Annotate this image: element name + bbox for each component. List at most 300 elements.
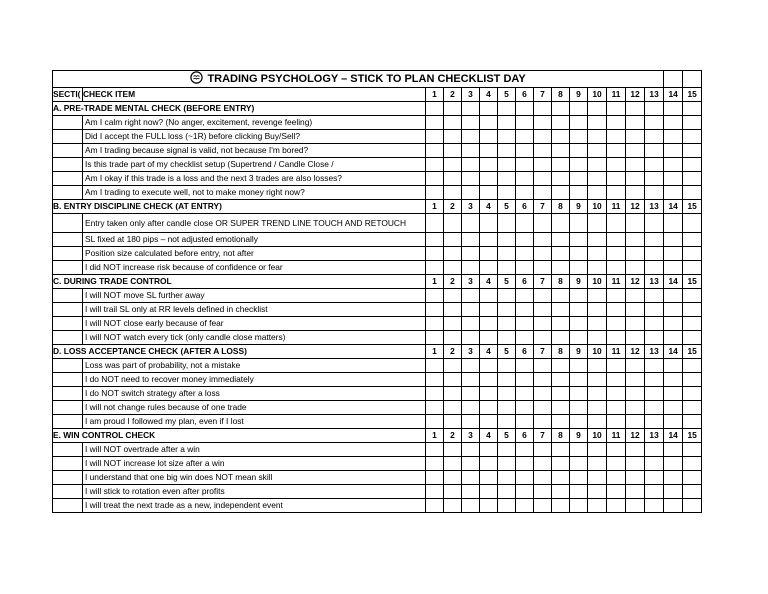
day-4-checkbox-cell[interactable] [480,130,498,144]
day-6-checkbox-cell[interactable] [516,233,534,247]
day-7-checkbox-cell[interactable] [534,289,552,303]
day-6-checkbox-cell[interactable] [516,485,534,499]
day-6-checkbox-cell[interactable] [516,130,534,144]
day-10-checkbox-cell[interactable] [588,373,607,387]
day-9-checkbox-cell[interactable] [570,373,588,387]
day-12-checkbox-cell[interactable] [626,289,645,303]
day-12-checkbox-cell[interactable] [626,186,645,200]
day-15-checkbox-cell[interactable] [683,289,702,303]
day-1-checkbox-cell[interactable] [426,158,444,172]
day-5-checkbox-cell[interactable] [498,214,516,233]
day-15-checkbox-cell[interactable] [683,387,702,401]
day-8-checkbox-cell[interactable] [552,499,570,513]
day-7-checkbox-cell[interactable] [534,158,552,172]
day-11-checkbox-cell[interactable] [607,457,626,471]
day-1-checkbox-cell[interactable] [426,373,444,387]
day-15-checkbox-cell[interactable] [683,214,702,233]
day-2-checkbox-cell[interactable] [444,214,462,233]
day-13-checkbox-cell[interactable] [645,303,664,317]
day-1-checkbox-cell[interactable] [426,331,444,345]
day-8-checkbox-cell[interactable] [552,116,570,130]
day-1-checkbox-cell[interactable] [426,116,444,130]
day-14-checkbox-cell[interactable] [664,331,683,345]
day-5-checkbox-cell[interactable] [498,303,516,317]
day-8-checkbox-cell[interactable] [552,373,570,387]
day-9-checkbox-cell[interactable] [570,443,588,457]
day-8-checkbox-cell[interactable] [552,331,570,345]
day-1-checkbox-cell[interactable] [426,214,444,233]
day-15-checkbox-cell[interactable] [683,373,702,387]
day-3-checkbox-cell[interactable] [462,130,480,144]
day-2-checkbox-cell[interactable] [444,247,462,261]
day-11-checkbox-cell[interactable] [607,317,626,331]
day-4-checkbox-cell[interactable] [480,401,498,415]
day-11-checkbox-cell[interactable] [607,373,626,387]
day-6-checkbox-cell[interactable] [516,331,534,345]
day-13-checkbox-cell[interactable] [645,485,664,499]
day-1-checkbox-cell[interactable] [426,289,444,303]
day-9-checkbox-cell[interactable] [570,499,588,513]
day-4-checkbox-cell[interactable] [480,373,498,387]
day-3-checkbox-cell[interactable] [462,116,480,130]
day-9-checkbox-cell[interactable] [570,401,588,415]
day-2-checkbox-cell[interactable] [444,499,462,513]
day-9-checkbox-cell[interactable] [570,303,588,317]
day-6-checkbox-cell[interactable] [516,387,534,401]
day-10-checkbox-cell[interactable] [588,116,607,130]
day-13-checkbox-cell[interactable] [645,401,664,415]
day-5-checkbox-cell[interactable] [498,401,516,415]
day-3-checkbox-cell[interactable] [462,401,480,415]
day-13-checkbox-cell[interactable] [645,289,664,303]
day-11-checkbox-cell[interactable] [607,415,626,429]
day-15-checkbox-cell[interactable] [683,415,702,429]
day-4-checkbox-cell[interactable] [480,499,498,513]
day-8-checkbox-cell[interactable] [552,303,570,317]
day-3-checkbox-cell[interactable] [462,499,480,513]
day-12-checkbox-cell[interactable] [626,214,645,233]
day-6-checkbox-cell[interactable] [516,289,534,303]
day-4-checkbox-cell[interactable] [480,214,498,233]
day-13-checkbox-cell[interactable] [645,373,664,387]
day-8-checkbox-cell[interactable] [552,214,570,233]
day-11-checkbox-cell[interactable] [607,214,626,233]
day-9-checkbox-cell[interactable] [570,186,588,200]
day-8-checkbox-cell[interactable] [552,457,570,471]
day-2-checkbox-cell[interactable] [444,116,462,130]
day-3-checkbox-cell[interactable] [462,471,480,485]
day-13-checkbox-cell[interactable] [645,144,664,158]
day-9-checkbox-cell[interactable] [570,457,588,471]
day-13-checkbox-cell[interactable] [645,317,664,331]
day-1-checkbox-cell[interactable] [426,186,444,200]
day-10-checkbox-cell[interactable] [588,499,607,513]
day-11-checkbox-cell[interactable] [607,499,626,513]
day-4-checkbox-cell[interactable] [480,289,498,303]
day-8-checkbox-cell[interactable] [552,247,570,261]
day-1-checkbox-cell[interactable] [426,261,444,275]
day-15-checkbox-cell[interactable] [683,233,702,247]
day-1-checkbox-cell[interactable] [426,144,444,158]
day-9-checkbox-cell[interactable] [570,387,588,401]
day-10-checkbox-cell[interactable] [588,485,607,499]
day-12-checkbox-cell[interactable] [626,130,645,144]
day-1-checkbox-cell[interactable] [426,233,444,247]
day-13-checkbox-cell[interactable] [645,499,664,513]
day-14-checkbox-cell[interactable] [664,485,683,499]
day-2-checkbox-cell[interactable] [444,415,462,429]
day-1-checkbox-cell[interactable] [426,387,444,401]
day-2-checkbox-cell[interactable] [444,443,462,457]
day-6-checkbox-cell[interactable] [516,415,534,429]
day-11-checkbox-cell[interactable] [607,485,626,499]
day-8-checkbox-cell[interactable] [552,144,570,158]
day-3-checkbox-cell[interactable] [462,289,480,303]
day-9-checkbox-cell[interactable] [570,214,588,233]
day-5-checkbox-cell[interactable] [498,415,516,429]
day-7-checkbox-cell[interactable] [534,443,552,457]
day-2-checkbox-cell[interactable] [444,471,462,485]
day-14-checkbox-cell[interactable] [664,387,683,401]
day-9-checkbox-cell[interactable] [570,331,588,345]
day-7-checkbox-cell[interactable] [534,214,552,233]
day-11-checkbox-cell[interactable] [607,443,626,457]
day-10-checkbox-cell[interactable] [588,471,607,485]
day-11-checkbox-cell[interactable] [607,289,626,303]
day-7-checkbox-cell[interactable] [534,485,552,499]
day-1-checkbox-cell[interactable] [426,443,444,457]
day-4-checkbox-cell[interactable] [480,116,498,130]
day-6-checkbox-cell[interactable] [516,457,534,471]
day-13-checkbox-cell[interactable] [645,186,664,200]
day-13-checkbox-cell[interactable] [645,415,664,429]
day-13-checkbox-cell[interactable] [645,443,664,457]
day-4-checkbox-cell[interactable] [480,233,498,247]
day-4-checkbox-cell[interactable] [480,485,498,499]
day-6-checkbox-cell[interactable] [516,116,534,130]
day-4-checkbox-cell[interactable] [480,331,498,345]
day-10-checkbox-cell[interactable] [588,158,607,172]
day-14-checkbox-cell[interactable] [664,186,683,200]
day-5-checkbox-cell[interactable] [498,247,516,261]
day-6-checkbox-cell[interactable] [516,186,534,200]
day-5-checkbox-cell[interactable] [498,289,516,303]
day-14-checkbox-cell[interactable] [664,443,683,457]
day-6-checkbox-cell[interactable] [516,172,534,186]
day-12-checkbox-cell[interactable] [626,401,645,415]
day-5-checkbox-cell[interactable] [498,172,516,186]
day-14-checkbox-cell[interactable] [664,289,683,303]
day-3-checkbox-cell[interactable] [462,233,480,247]
day-2-checkbox-cell[interactable] [444,144,462,158]
day-3-checkbox-cell[interactable] [462,415,480,429]
day-2-checkbox-cell[interactable] [444,373,462,387]
day-13-checkbox-cell[interactable] [645,261,664,275]
day-4-checkbox-cell[interactable] [480,172,498,186]
day-5-checkbox-cell[interactable] [498,261,516,275]
day-14-checkbox-cell[interactable] [664,130,683,144]
day-10-checkbox-cell[interactable] [588,359,607,373]
day-12-checkbox-cell[interactable] [626,499,645,513]
day-11-checkbox-cell[interactable] [607,247,626,261]
day-15-checkbox-cell[interactable] [683,247,702,261]
day-7-checkbox-cell[interactable] [534,373,552,387]
day-8-checkbox-cell[interactable] [552,130,570,144]
day-8-checkbox-cell[interactable] [552,359,570,373]
day-15-checkbox-cell[interactable] [683,172,702,186]
day-5-checkbox-cell[interactable] [498,317,516,331]
day-7-checkbox-cell[interactable] [534,261,552,275]
day-5-checkbox-cell[interactable] [498,331,516,345]
day-10-checkbox-cell[interactable] [588,415,607,429]
day-7-checkbox-cell[interactable] [534,130,552,144]
day-7-checkbox-cell[interactable] [534,359,552,373]
day-2-checkbox-cell[interactable] [444,317,462,331]
day-2-checkbox-cell[interactable] [444,158,462,172]
day-5-checkbox-cell[interactable] [498,130,516,144]
day-14-checkbox-cell[interactable] [664,303,683,317]
day-10-checkbox-cell[interactable] [588,331,607,345]
day-3-checkbox-cell[interactable] [462,373,480,387]
day-15-checkbox-cell[interactable] [683,485,702,499]
day-14-checkbox-cell[interactable] [664,214,683,233]
day-10-checkbox-cell[interactable] [588,303,607,317]
day-15-checkbox-cell[interactable] [683,443,702,457]
day-14-checkbox-cell[interactable] [664,499,683,513]
day-5-checkbox-cell[interactable] [498,359,516,373]
day-5-checkbox-cell[interactable] [498,373,516,387]
day-10-checkbox-cell[interactable] [588,130,607,144]
day-6-checkbox-cell[interactable] [516,144,534,158]
day-11-checkbox-cell[interactable] [607,331,626,345]
day-13-checkbox-cell[interactable] [645,214,664,233]
day-10-checkbox-cell[interactable] [588,186,607,200]
day-7-checkbox-cell[interactable] [534,331,552,345]
day-6-checkbox-cell[interactable] [516,247,534,261]
day-12-checkbox-cell[interactable] [626,261,645,275]
day-1-checkbox-cell[interactable] [426,130,444,144]
day-11-checkbox-cell[interactable] [607,387,626,401]
day-4-checkbox-cell[interactable] [480,387,498,401]
day-6-checkbox-cell[interactable] [516,214,534,233]
day-4-checkbox-cell[interactable] [480,471,498,485]
day-8-checkbox-cell[interactable] [552,317,570,331]
day-10-checkbox-cell[interactable] [588,247,607,261]
day-2-checkbox-cell[interactable] [444,331,462,345]
day-12-checkbox-cell[interactable] [626,485,645,499]
day-3-checkbox-cell[interactable] [462,186,480,200]
day-2-checkbox-cell[interactable] [444,457,462,471]
day-13-checkbox-cell[interactable] [645,471,664,485]
day-13-checkbox-cell[interactable] [645,172,664,186]
day-11-checkbox-cell[interactable] [607,116,626,130]
day-12-checkbox-cell[interactable] [626,233,645,247]
day-12-checkbox-cell[interactable] [626,373,645,387]
day-14-checkbox-cell[interactable] [664,415,683,429]
day-9-checkbox-cell[interactable] [570,130,588,144]
day-6-checkbox-cell[interactable] [516,303,534,317]
day-4-checkbox-cell[interactable] [480,158,498,172]
day-15-checkbox-cell[interactable] [683,331,702,345]
day-2-checkbox-cell[interactable] [444,289,462,303]
day-6-checkbox-cell[interactable] [516,499,534,513]
day-5-checkbox-cell[interactable] [498,158,516,172]
day-6-checkbox-cell[interactable] [516,158,534,172]
day-3-checkbox-cell[interactable] [462,172,480,186]
day-4-checkbox-cell[interactable] [480,247,498,261]
day-7-checkbox-cell[interactable] [534,116,552,130]
day-3-checkbox-cell[interactable] [462,261,480,275]
day-8-checkbox-cell[interactable] [552,289,570,303]
day-3-checkbox-cell[interactable] [462,331,480,345]
day-10-checkbox-cell[interactable] [588,233,607,247]
day-2-checkbox-cell[interactable] [444,359,462,373]
day-7-checkbox-cell[interactable] [534,233,552,247]
day-7-checkbox-cell[interactable] [534,457,552,471]
day-10-checkbox-cell[interactable] [588,144,607,158]
day-7-checkbox-cell[interactable] [534,387,552,401]
day-1-checkbox-cell[interactable] [426,499,444,513]
day-14-checkbox-cell[interactable] [664,457,683,471]
day-6-checkbox-cell[interactable] [516,359,534,373]
day-6-checkbox-cell[interactable] [516,261,534,275]
day-12-checkbox-cell[interactable] [626,116,645,130]
day-4-checkbox-cell[interactable] [480,457,498,471]
day-12-checkbox-cell[interactable] [626,331,645,345]
day-5-checkbox-cell[interactable] [498,485,516,499]
day-9-checkbox-cell[interactable] [570,485,588,499]
day-11-checkbox-cell[interactable] [607,172,626,186]
day-4-checkbox-cell[interactable] [480,186,498,200]
day-14-checkbox-cell[interactable] [664,233,683,247]
day-15-checkbox-cell[interactable] [683,401,702,415]
day-5-checkbox-cell[interactable] [498,457,516,471]
day-10-checkbox-cell[interactable] [588,317,607,331]
day-13-checkbox-cell[interactable] [645,116,664,130]
day-2-checkbox-cell[interactable] [444,186,462,200]
day-9-checkbox-cell[interactable] [570,261,588,275]
day-14-checkbox-cell[interactable] [664,373,683,387]
day-8-checkbox-cell[interactable] [552,471,570,485]
day-6-checkbox-cell[interactable] [516,443,534,457]
day-3-checkbox-cell[interactable] [462,457,480,471]
day-14-checkbox-cell[interactable] [664,116,683,130]
day-5-checkbox-cell[interactable] [498,471,516,485]
day-11-checkbox-cell[interactable] [607,186,626,200]
day-4-checkbox-cell[interactable] [480,261,498,275]
day-8-checkbox-cell[interactable] [552,401,570,415]
day-5-checkbox-cell[interactable] [498,144,516,158]
day-1-checkbox-cell[interactable] [426,485,444,499]
day-12-checkbox-cell[interactable] [626,303,645,317]
day-5-checkbox-cell[interactable] [498,233,516,247]
day-4-checkbox-cell[interactable] [480,359,498,373]
day-14-checkbox-cell[interactable] [664,317,683,331]
day-6-checkbox-cell[interactable] [516,317,534,331]
day-15-checkbox-cell[interactable] [683,186,702,200]
day-7-checkbox-cell[interactable] [534,144,552,158]
day-7-checkbox-cell[interactable] [534,499,552,513]
day-15-checkbox-cell[interactable] [683,116,702,130]
day-2-checkbox-cell[interactable] [444,233,462,247]
day-14-checkbox-cell[interactable] [664,261,683,275]
day-1-checkbox-cell[interactable] [426,401,444,415]
day-13-checkbox-cell[interactable] [645,130,664,144]
day-10-checkbox-cell[interactable] [588,289,607,303]
day-7-checkbox-cell[interactable] [534,247,552,261]
day-1-checkbox-cell[interactable] [426,317,444,331]
day-13-checkbox-cell[interactable] [645,331,664,345]
day-7-checkbox-cell[interactable] [534,186,552,200]
day-14-checkbox-cell[interactable] [664,144,683,158]
day-12-checkbox-cell[interactable] [626,158,645,172]
day-9-checkbox-cell[interactable] [570,158,588,172]
day-8-checkbox-cell[interactable] [552,158,570,172]
day-12-checkbox-cell[interactable] [626,471,645,485]
day-9-checkbox-cell[interactable] [570,116,588,130]
day-13-checkbox-cell[interactable] [645,158,664,172]
day-4-checkbox-cell[interactable] [480,317,498,331]
day-11-checkbox-cell[interactable] [607,261,626,275]
day-1-checkbox-cell[interactable] [426,457,444,471]
day-1-checkbox-cell[interactable] [426,359,444,373]
day-3-checkbox-cell[interactable] [462,303,480,317]
day-10-checkbox-cell[interactable] [588,172,607,186]
day-15-checkbox-cell[interactable] [683,317,702,331]
day-8-checkbox-cell[interactable] [552,172,570,186]
day-3-checkbox-cell[interactable] [462,443,480,457]
day-12-checkbox-cell[interactable] [626,172,645,186]
day-1-checkbox-cell[interactable] [426,415,444,429]
day-13-checkbox-cell[interactable] [645,359,664,373]
day-7-checkbox-cell[interactable] [534,415,552,429]
day-11-checkbox-cell[interactable] [607,303,626,317]
day-15-checkbox-cell[interactable] [683,457,702,471]
day-10-checkbox-cell[interactable] [588,443,607,457]
day-3-checkbox-cell[interactable] [462,485,480,499]
day-3-checkbox-cell[interactable] [462,158,480,172]
day-10-checkbox-cell[interactable] [588,387,607,401]
day-15-checkbox-cell[interactable] [683,471,702,485]
day-15-checkbox-cell[interactable] [683,261,702,275]
day-8-checkbox-cell[interactable] [552,387,570,401]
day-2-checkbox-cell[interactable] [444,172,462,186]
day-10-checkbox-cell[interactable] [588,214,607,233]
day-2-checkbox-cell[interactable] [444,130,462,144]
day-6-checkbox-cell[interactable] [516,401,534,415]
day-9-checkbox-cell[interactable] [570,359,588,373]
day-15-checkbox-cell[interactable] [683,303,702,317]
day-1-checkbox-cell[interactable] [426,172,444,186]
day-7-checkbox-cell[interactable] [534,471,552,485]
day-1-checkbox-cell[interactable] [426,247,444,261]
day-13-checkbox-cell[interactable] [645,247,664,261]
day-3-checkbox-cell[interactable] [462,214,480,233]
day-7-checkbox-cell[interactable] [534,317,552,331]
day-1-checkbox-cell[interactable] [426,471,444,485]
day-15-checkbox-cell[interactable] [683,130,702,144]
day-12-checkbox-cell[interactable] [626,144,645,158]
day-9-checkbox-cell[interactable] [570,471,588,485]
day-6-checkbox-cell[interactable] [516,471,534,485]
day-12-checkbox-cell[interactable] [626,443,645,457]
day-3-checkbox-cell[interactable] [462,317,480,331]
day-13-checkbox-cell[interactable] [645,233,664,247]
day-5-checkbox-cell[interactable] [498,387,516,401]
day-15-checkbox-cell[interactable] [683,158,702,172]
day-11-checkbox-cell[interactable] [607,471,626,485]
day-1-checkbox-cell[interactable] [426,303,444,317]
